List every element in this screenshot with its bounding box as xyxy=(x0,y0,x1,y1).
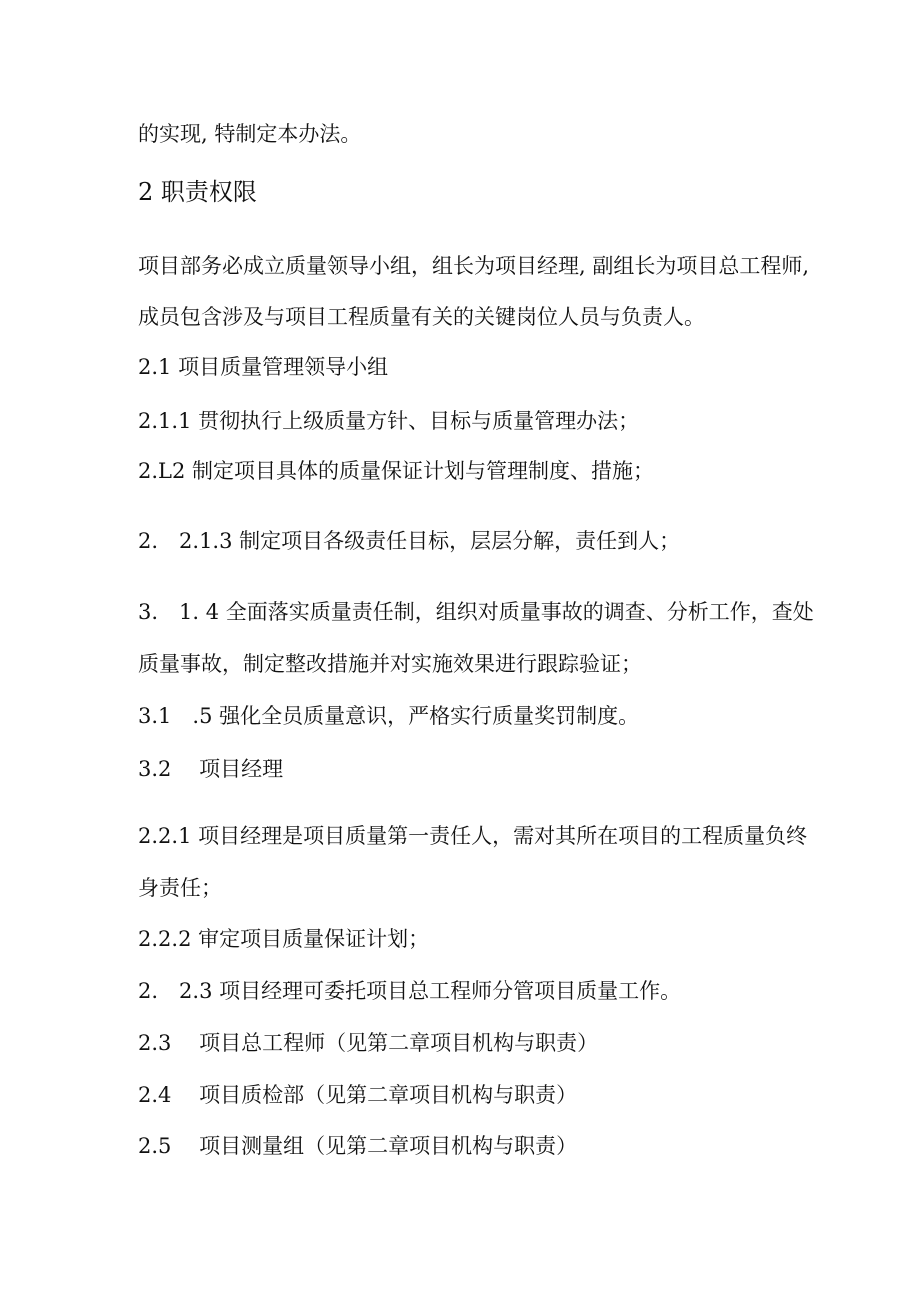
text-line: 3.1 .5 强化全员质量意识，严格实行质量奖罚制度。 xyxy=(138,704,640,728)
text-line: 项目部务必成立质量领导小组，组长为项目经理, 副组长为项目总工程师, xyxy=(138,254,810,278)
text-line: 2.1.1 贯彻执行上级质量方针、目标与质量管理办法； xyxy=(138,409,640,433)
text-line: 2. 2.1.3 制定项目各级责任目标，层层分解，责任到人； xyxy=(138,529,681,553)
text-line: 质量事故，制定整改措施并对实施效果进行跟踪验证； xyxy=(138,652,642,676)
text-line: 2.2.1 项目经理是项目质量第一责任人，需对其所在项目的工程质量负终 xyxy=(138,824,808,848)
section-heading: 2 职责权限 xyxy=(138,178,257,206)
text-line: 2.L2 制定项目具体的质量保证计划与管理制度、措施； xyxy=(138,459,655,483)
text-line: 2.2.2 审定项目质量保证计划； xyxy=(138,927,430,951)
subsection-heading: 2.4 项目质检部（见第二章项目机构与职责） xyxy=(138,1083,578,1107)
subsection-heading: 2.3 项目总工程师（见第二章项目机构与职责） xyxy=(138,1031,599,1055)
text-line: 身责任； xyxy=(138,876,222,900)
subsection-heading: 2.5 项目测量组（见第二章项目机构与职责） xyxy=(138,1134,578,1158)
subsection-heading: 3.2 项目经理 xyxy=(138,757,284,781)
text-line: 2. 2.3 项目经理可委托项目总工程师分管项目质量工作。 xyxy=(138,979,682,1003)
text-line: 成员包含涉及与项目工程质量有关的关键岗位人员与负责人。 xyxy=(138,305,705,329)
subsection-heading: 2.1 项目质量管理领导小组 xyxy=(138,355,389,379)
text-line: 的实现, 特制定本办法。 xyxy=(138,122,362,146)
text-line: 3. 1. 4 全面落实质量责任制，组织对质量事故的调查、分析工作，查处 xyxy=(138,600,814,624)
